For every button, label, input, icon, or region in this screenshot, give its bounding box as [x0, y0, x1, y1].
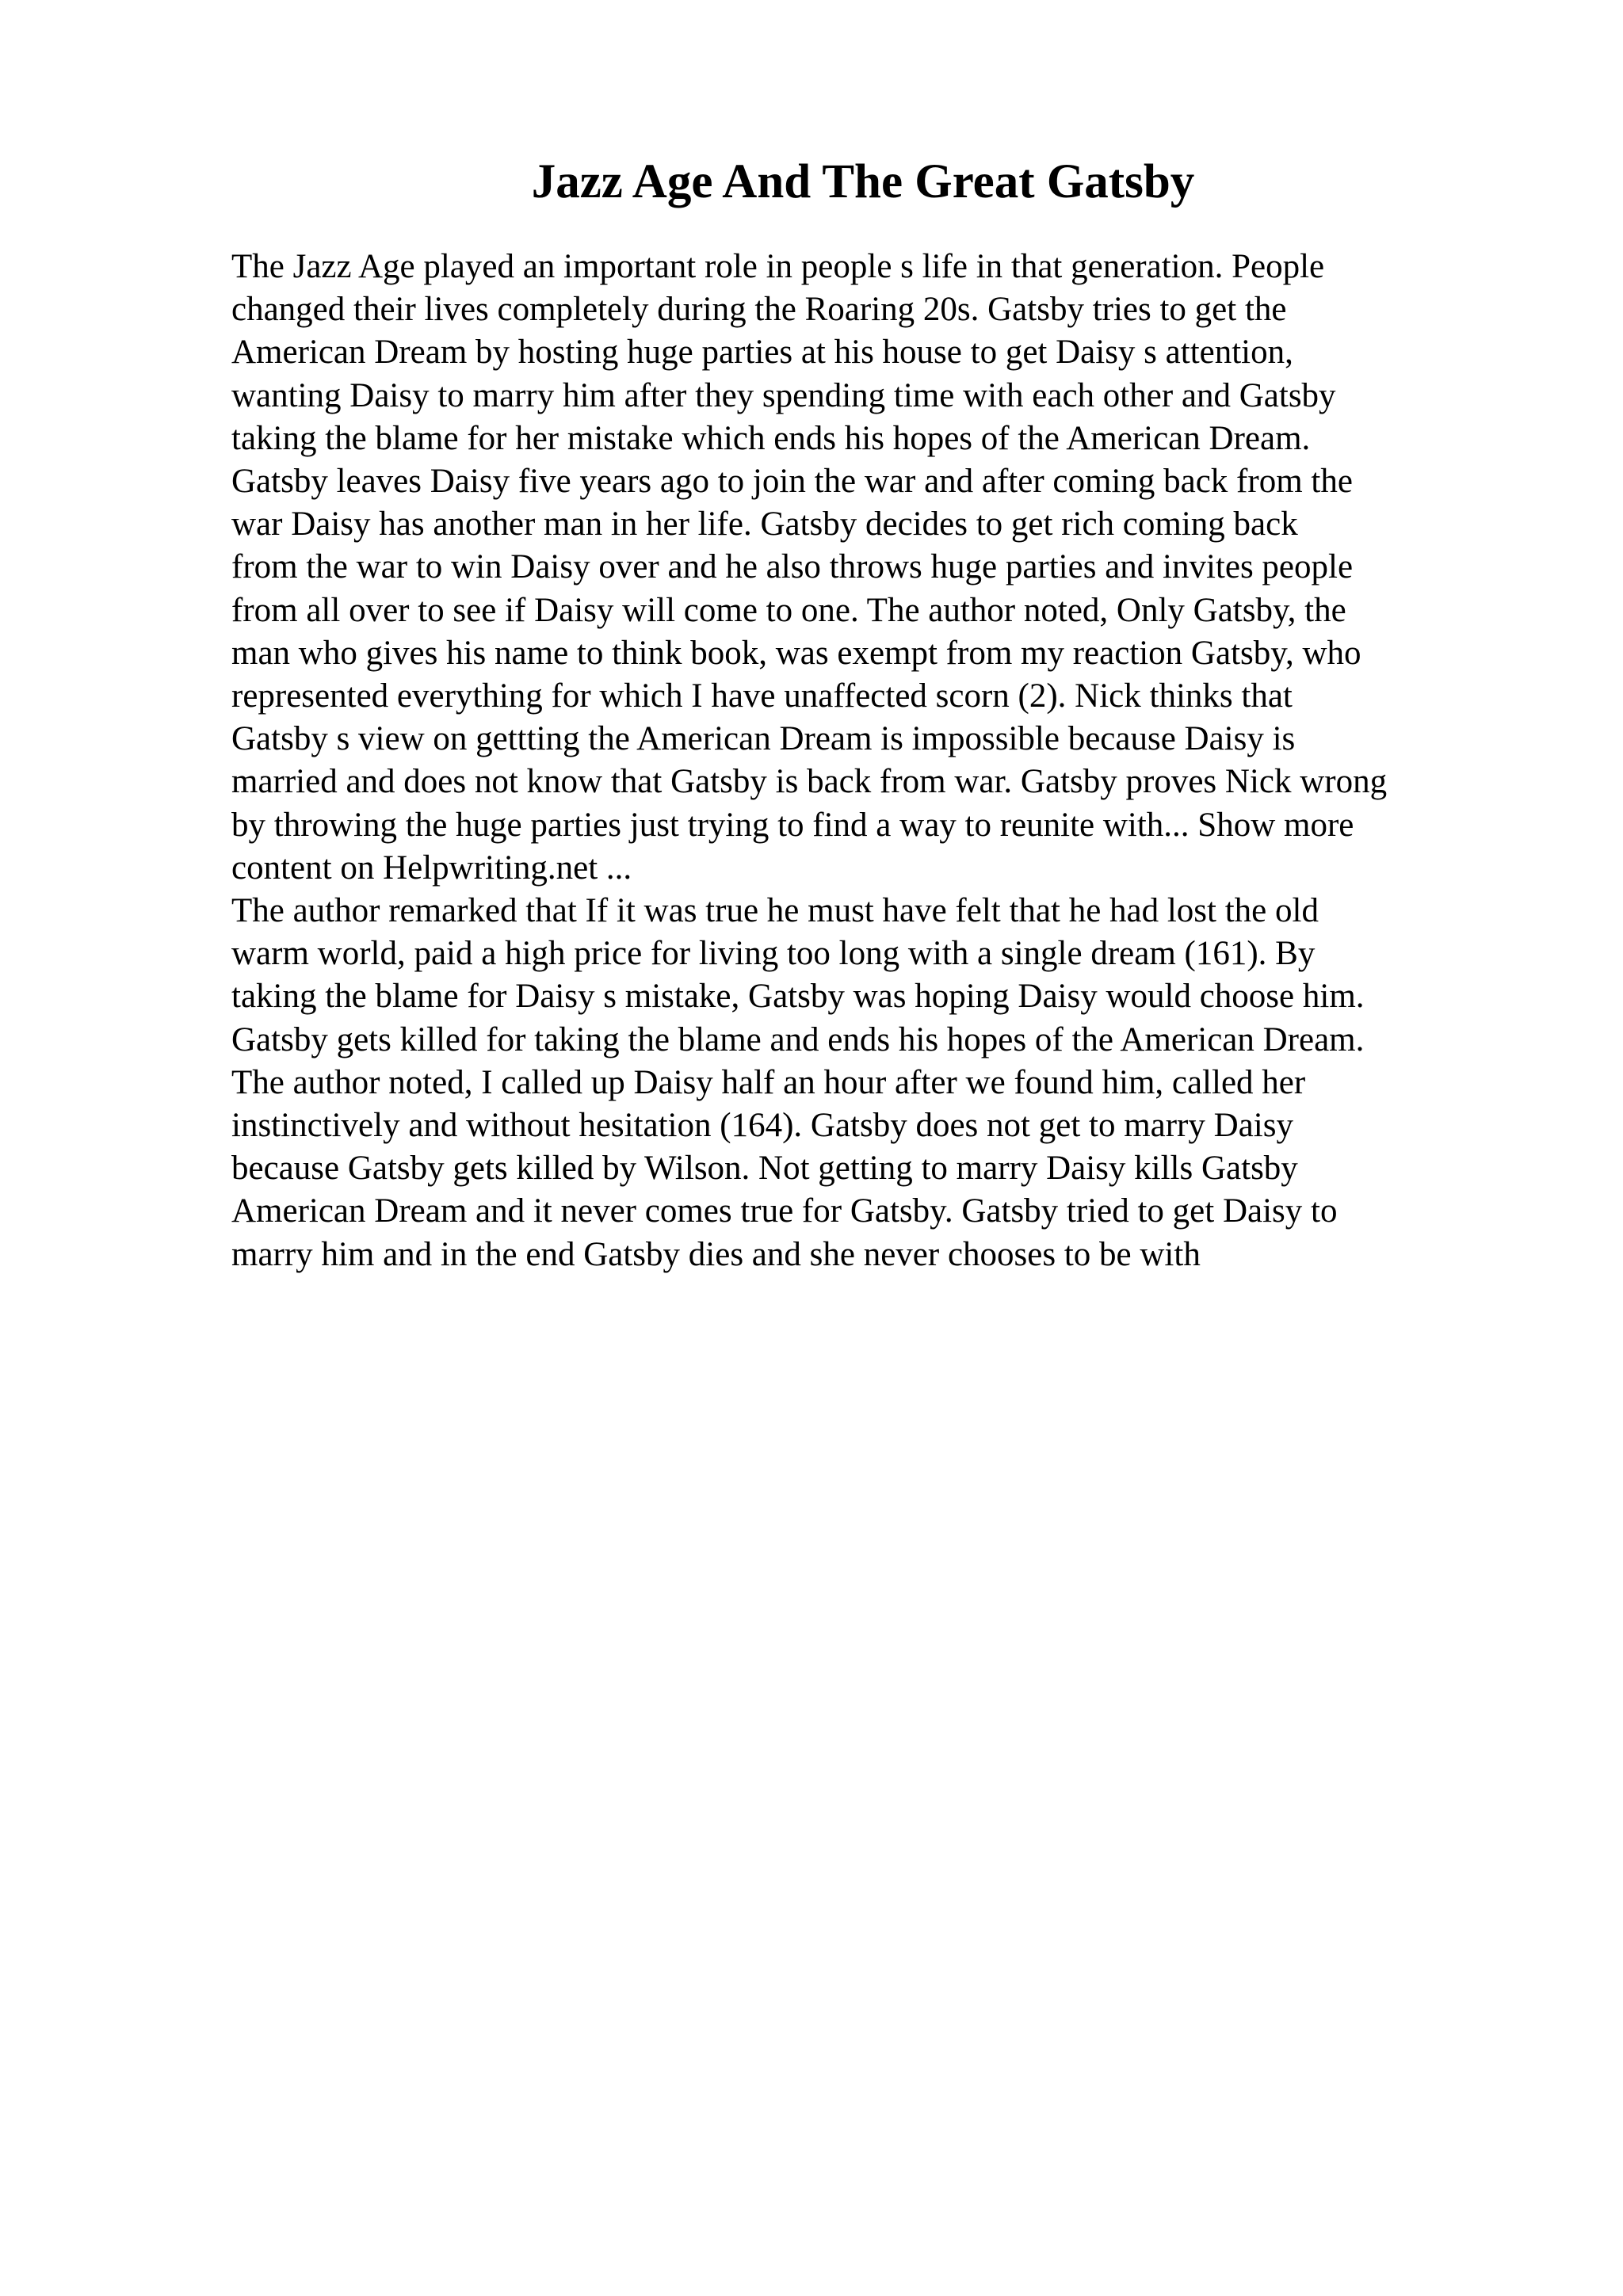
- text-line: by throwing the huge parties just trying to find a way to reunite with... Show more: [231, 806, 1354, 844]
- document-body: [231, 246, 1594, 1276]
- text-line: instinctively and without hesitation (164). Gatsby does not get to marry Daisy: [231, 1107, 1293, 1145]
- text-line: American Dream by hosting huge parties at his house to get Daisy s attention,: [231, 334, 1293, 372]
- text-line: Gatsby s view on gettting the American Dream is impossible because Daisy is: [231, 720, 1296, 758]
- text-line: marry him and in the end Gatsby dies and she never chooses to be with: [231, 1235, 1201, 1273]
- text-line: man who gives his name to think book, was exempt from my reaction Gatsby, who: [231, 634, 1361, 672]
- text-line: changed their lives completely during the Roaring 20s. Gatsby tries to get the: [231, 291, 1287, 329]
- text-line: warm world, paid a high price for living too long with a single dream (161). By: [231, 935, 1316, 973]
- text-line: married and does not know that Gatsby is back from war. Gatsby proves Nick wrong: [231, 763, 1388, 801]
- text-line: represented everything for which I have unaffected scorn (2). Nick thinks that: [231, 677, 1293, 715]
- text-line: taking the blame for Daisy s mistake, Gatsby was hoping Daisy would choose him.: [231, 978, 1365, 1016]
- text-line: taking the blame for her mistake which ends his hopes of the American Dream.: [231, 419, 1311, 457]
- text-line: content on Helpwriting.net ...: [231, 849, 632, 887]
- text-line: Gatsby leaves Daisy five years ago to join the war and after coming back from the: [231, 463, 1353, 501]
- text-line: Gatsby gets killed for taking the blame and ends his hopes of the American Dream.: [231, 1020, 1365, 1058]
- document-title: Jazz Age And The Great Gatsby: [531, 155, 1195, 208]
- text-line: The Jazz Age played an important role in people s life in that generation. People: [231, 248, 1325, 285]
- text-line: The author remarked that If it was true he must have felt that he had lost the old: [231, 892, 1319, 930]
- text-line: wanting Daisy to marry him after they spending time with each other and Gatsby: [231, 376, 1336, 414]
- text-line: war Daisy has another man in her life. Gatsby decides to get rich coming back: [231, 505, 1298, 543]
- text-line: American Dream and it never comes true for Gatsby. Gatsby tried to get Daisy to: [231, 1192, 1338, 1230]
- text-line: The author noted, I called up Daisy half an hour after we found him, called her: [231, 1063, 1306, 1101]
- text-line: from the war to win Daisy over and he also throws huge parties and invites people: [231, 548, 1354, 586]
- text-line: because Gatsby gets killed by Wilson. Not getting to marry Daisy kills Gatsby: [231, 1150, 1298, 1188]
- text-line: from all over to see if Daisy will come to one. The author noted, Only Gatsby, the: [231, 591, 1346, 629]
